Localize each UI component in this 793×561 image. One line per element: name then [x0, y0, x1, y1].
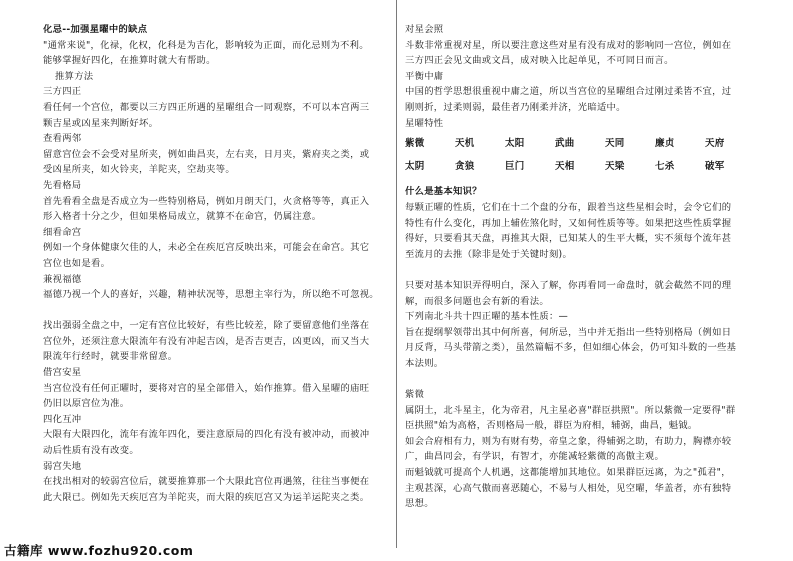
- star-name: 破军: [705, 160, 725, 172]
- text-line: 属阴土，北斗星主，化为帝君，凡主星必喜"群臣拱照"。所以紫微一定要得"群: [405, 404, 736, 416]
- column-divider: [396, 0, 397, 548]
- star-characteristics-table: [405, 136, 745, 174]
- text-line: 至流月的去推（除非是处于关键时刻)。: [405, 248, 573, 260]
- text-line: 平衡中庸: [405, 70, 444, 82]
- text-line: 动后性质有没有改变。: [43, 445, 139, 457]
- text-line: 颗吉星或凶星来判断好坏。: [43, 117, 159, 129]
- text-line: 而魁钺就可提高个人机遇，这都能增加其地位。如果群臣远离，为之"孤君"，: [405, 467, 731, 479]
- star-name: 天同: [605, 138, 625, 150]
- text-line: 例如一个身体健康欠佳的人，未必全在疾厄宫反映出来，可能会在命宫。其它: [43, 242, 370, 254]
- text-line: 中国的哲学思想很重视中庸之道，所以当宫位的星曜组合过刚过柔皆不宜，过: [405, 86, 732, 98]
- star-name: 七杀: [655, 160, 675, 172]
- text-line: "通常来说"，化禄，化权，化科是为吉化，影响较为正面，而化忌则为不利。: [43, 39, 369, 51]
- text-line: 找出强弱全盘之中，一定有宫位比较好，有些比较差，除了要留意他们坐落在: [43, 320, 370, 332]
- text-line: 斗数非常重视对星，所以要注意这些对星有没有成对的影响同一宫位，例如在: [405, 39, 732, 51]
- text-line: [405, 371, 745, 387]
- text-line: 思想。: [405, 498, 434, 510]
- star-name: 廉贞: [655, 138, 675, 150]
- text-line: 推算方法: [55, 70, 94, 82]
- star-name: 贪狼: [455, 160, 475, 172]
- text-line: 宫位外，还须注意大限流年有没有冲起吉凶，是否吉更吉，凶更凶，而又当大: [43, 335, 370, 347]
- left-column: [43, 22, 383, 505]
- text-line: 下列南北斗共十四正曜的基本性质：—: [405, 311, 569, 323]
- text-line: 先看格局: [43, 179, 82, 191]
- text-line: 广，曲昌同会，有学识，有智才，亦能减轻紫微的高傲主观。: [405, 451, 665, 463]
- text-line: 弱宫失地: [43, 460, 82, 472]
- text-line: 旨在提纲挈领带出其中何所喜，何所忌，当中并无指出一些特别格局（例如日: [405, 326, 732, 338]
- text-line: 得好，只要看其天盘，再推其大限，已知某人的生平大概，实不须每个流年甚: [405, 233, 732, 245]
- text-line: 细看命宫: [43, 226, 82, 238]
- text-line: 福德乃视一个人的喜好，兴趣，精神状况等，思想主宰行为，所以绝不可忽视。: [43, 289, 379, 301]
- right-column-top: [405, 22, 745, 131]
- star-name: 紫微: [405, 138, 425, 150]
- text-line: 四化互冲: [43, 413, 82, 425]
- text-line: 兼视福德: [43, 273, 82, 285]
- star-name: 太阳: [505, 138, 525, 150]
- text-line: 形入格者十分之少，但如果格局成立，就算不在命宫，仍属注意。: [43, 211, 322, 223]
- text-line: 主观甚深，心高气傲而喜恶随心，不易与人相处，见空曜，华盖者，亦有独特: [405, 482, 732, 494]
- text-line: 三方四正: [43, 86, 82, 98]
- text-line: 留意宫位会不会受对星所夹，例如曲昌夹，左右夹，日月夹，紫府夹之类，或: [43, 148, 370, 160]
- text-line: 本法则。: [405, 357, 444, 369]
- star-name: 天府: [705, 138, 725, 150]
- text-line: 仍旧以原宫位为准。: [43, 398, 130, 410]
- text-line: 能够掌握好四化，在推算时就大有帮助。: [43, 55, 216, 67]
- text-line: 大限有大限四化，流年有流年四化，要注意原局的四化有没有被冲动，而被冲: [43, 429, 370, 441]
- text-line: 在找出相对的较弱宫位后，就要推算那一个大限此宫位再遇煞，往往当事便在: [43, 476, 370, 488]
- text-line: 看任何一个宫位，都要以三方四正所遇的星曜组合一同观察，不可以本宫两三: [43, 101, 370, 113]
- text-line: [405, 262, 745, 278]
- site-watermark[interactable]: 古籍库 www.fozhu920.com: [4, 543, 194, 558]
- star-name: 巨门: [505, 160, 525, 172]
- text-line: 宫位也如是看。: [43, 257, 111, 269]
- text-line: 限流年行经时，就要非常留意。: [43, 351, 178, 363]
- text-line: 只要对基本知识弄得明白，深入了解，你再看同一命盘时，就会截然不同的理: [405, 279, 732, 291]
- text-line: 刚则折，过柔则弱，最佳者乃刚柔并济，光暗适中。: [405, 101, 626, 113]
- text-line: 借宫安星: [43, 367, 82, 379]
- text-line: 每颗正曜的性质，它们在十二个盘的分布，跟着当这些星相会时，会令它们的: [405, 201, 732, 213]
- star-name: 太阴: [405, 160, 425, 172]
- text-line: 星曜特性: [405, 117, 444, 129]
- text-line: 臣拱照"始为高格，否则格局一般，群臣为府相，辅弼，曲昌，魁钺。: [405, 420, 698, 432]
- star-name: 天机: [455, 138, 475, 150]
- text-line: 紫微: [405, 389, 425, 401]
- text-line: 首先看看全盘是否成立为一些特别格局，例如月朗天门，火贪格等等，真正入: [43, 195, 370, 207]
- star-name: 天相: [555, 160, 575, 172]
- star-name: 天梁: [605, 160, 625, 172]
- text-line: 月反背，马头带箭之类），虽然篇幅不多，但如细心体会，仍可知斗数的一些基: [405, 342, 737, 354]
- text-line: 如会合府相有力，则为有财有势，帝皇之象，得辅弼之助，有助力，胸襟亦较: [405, 435, 732, 447]
- text-line: 特性有什么变化，再加上辅佐煞化时，又如何性质等等。如果把这些性质掌握: [405, 217, 732, 229]
- text-line: 受凶星所夹，如火铃夹，羊陀夹，空劫夹等。: [43, 164, 235, 176]
- text-line: 解，而很多问题也会有新的看法。: [405, 295, 549, 307]
- text-line: 化忌--加强星曜中的缺点: [43, 24, 148, 35]
- text-line: 什么是基本知识？: [405, 186, 482, 198]
- right-column: [405, 22, 745, 512]
- star-name: 武曲: [555, 138, 575, 150]
- text-line: 当宫位没有任何正曜时，要将对宫的星全部借入，始作推算。借入星曜的庙旺: [43, 382, 370, 394]
- text-line: 对星会照: [405, 24, 444, 35]
- text-line: [43, 303, 383, 319]
- text-line: 三方四正会见文曲或文昌，成对映入比起单见，不可同日而言。: [405, 55, 674, 67]
- text-line: [405, 176, 745, 184]
- right-column-bottom: [405, 176, 745, 511]
- text-line: 查看两邻: [43, 133, 82, 145]
- text-line: 此大限已。例如先天疾厄宫为羊陀夹，而大限的疾厄宫又为运羊运陀夹之类。: [43, 491, 370, 503]
